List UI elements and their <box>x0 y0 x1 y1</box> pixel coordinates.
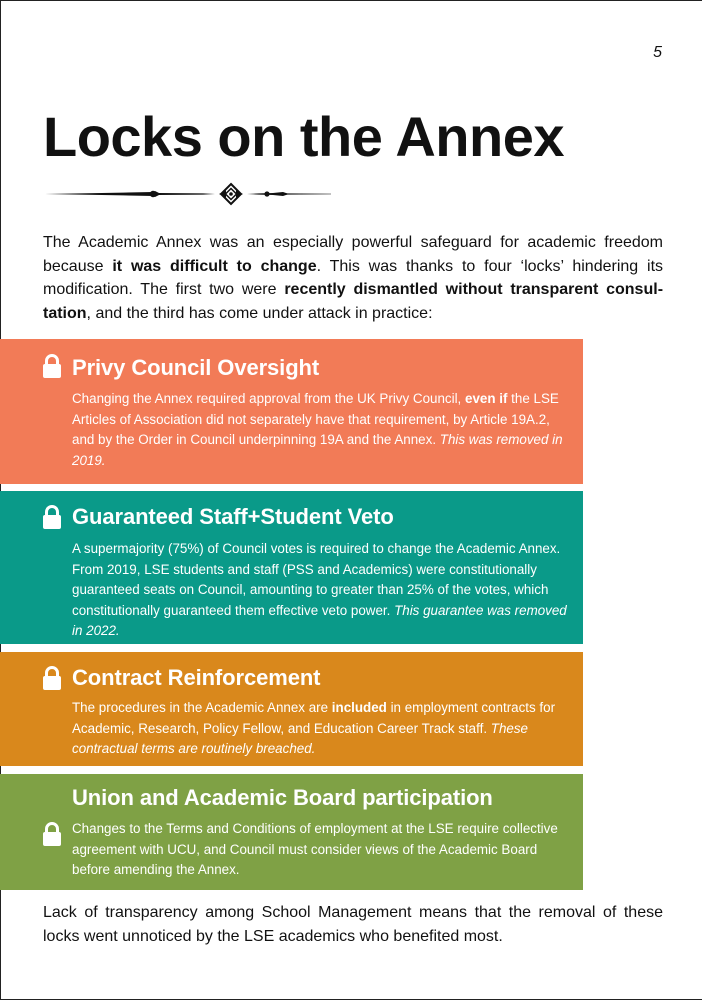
lock-box-staff-student-veto <box>0 491 583 644</box>
lock-title: Privy Council Oversight <box>72 355 320 380</box>
lock-icon <box>41 504 63 530</box>
page-title: Locks on the Annex <box>43 105 565 168</box>
lock-body <box>72 698 572 760</box>
lock-body <box>72 819 572 881</box>
intro-bold-1: it was difficult to change <box>112 257 317 275</box>
lock-body-text: A supermajority (75%) of Council votes is required to change the Academic Annex. From 2019, LSE students and staff (PSS and Academics) were constitutionally guaranteed seats on Council, amounting to greater than 25% of the votes, which constitutionally guaranteed them effective veto power. <box>72 541 561 618</box>
lock-icon <box>41 821 63 847</box>
lock-body-text: in employment contracts for Academic, Research, Policy Fellow, and Education Career Track staff. <box>72 700 556 736</box>
lock-icon <box>41 353 63 379</box>
lock-title: Contract Reinforcement <box>72 665 321 690</box>
ornament-divider-icon <box>43 180 333 208</box>
lock-body-bold: even if <box>465 391 508 406</box>
intro-paragraph <box>43 231 663 325</box>
page-number: 5 <box>653 44 662 61</box>
lock-body-italic: This guarantee was removed in 2022. <box>72 602 567 639</box>
lock-body <box>72 539 572 642</box>
lock-title: Union and Academic Board participation <box>72 785 493 810</box>
lock-title: Guaranteed Staff+Student Veto <box>72 504 394 529</box>
lock-body-italic: This was removed in 2019. <box>72 432 563 468</box>
lock-body-italic: These contractual terms are routinely breached. <box>72 720 528 757</box>
lock-box-contract-reinforcement <box>0 652 583 766</box>
intro-text-2: . This was thanks to four ‘locks’ hindering its modification. The first two were <box>43 257 664 298</box>
lock-body-text: the LSE Articles of Association did not separately have that requirement, by Article 19A.2, and by the Order in Council underpinning 19A and the Annex. <box>72 391 559 448</box>
intro-text-1: The Academic Annex was an especially powerful safeguard for academic freedom because <box>43 234 663 275</box>
lock-box-union-academic-board <box>0 774 583 890</box>
lock-body-text: Changing the Annex required approval from the UK Privy Council, <box>72 391 466 406</box>
lock-icon <box>41 665 63 691</box>
lock-body <box>72 389 572 471</box>
intro-bold-2: recently dismantled without transparent consultation <box>43 281 664 322</box>
intro-text-3: , and the third has come under attack in practice: <box>86 304 433 322</box>
closing-paragraph: Lack of transparency among School Management means that the removal of these locks went unnoticed by the LSE academics who benefited most. <box>43 904 663 945</box>
lock-body-bold: included <box>331 700 387 715</box>
lock-body-text: Changes to the Terms and Conditions of employment at the LSE require collective agreement with UCU, and Council must consider views of the Academic Board before amending the Annex. <box>72 821 558 878</box>
lock-body-text: The procedures in the Academic Annex are <box>72 700 332 715</box>
lock-box-privy-council <box>0 339 583 484</box>
